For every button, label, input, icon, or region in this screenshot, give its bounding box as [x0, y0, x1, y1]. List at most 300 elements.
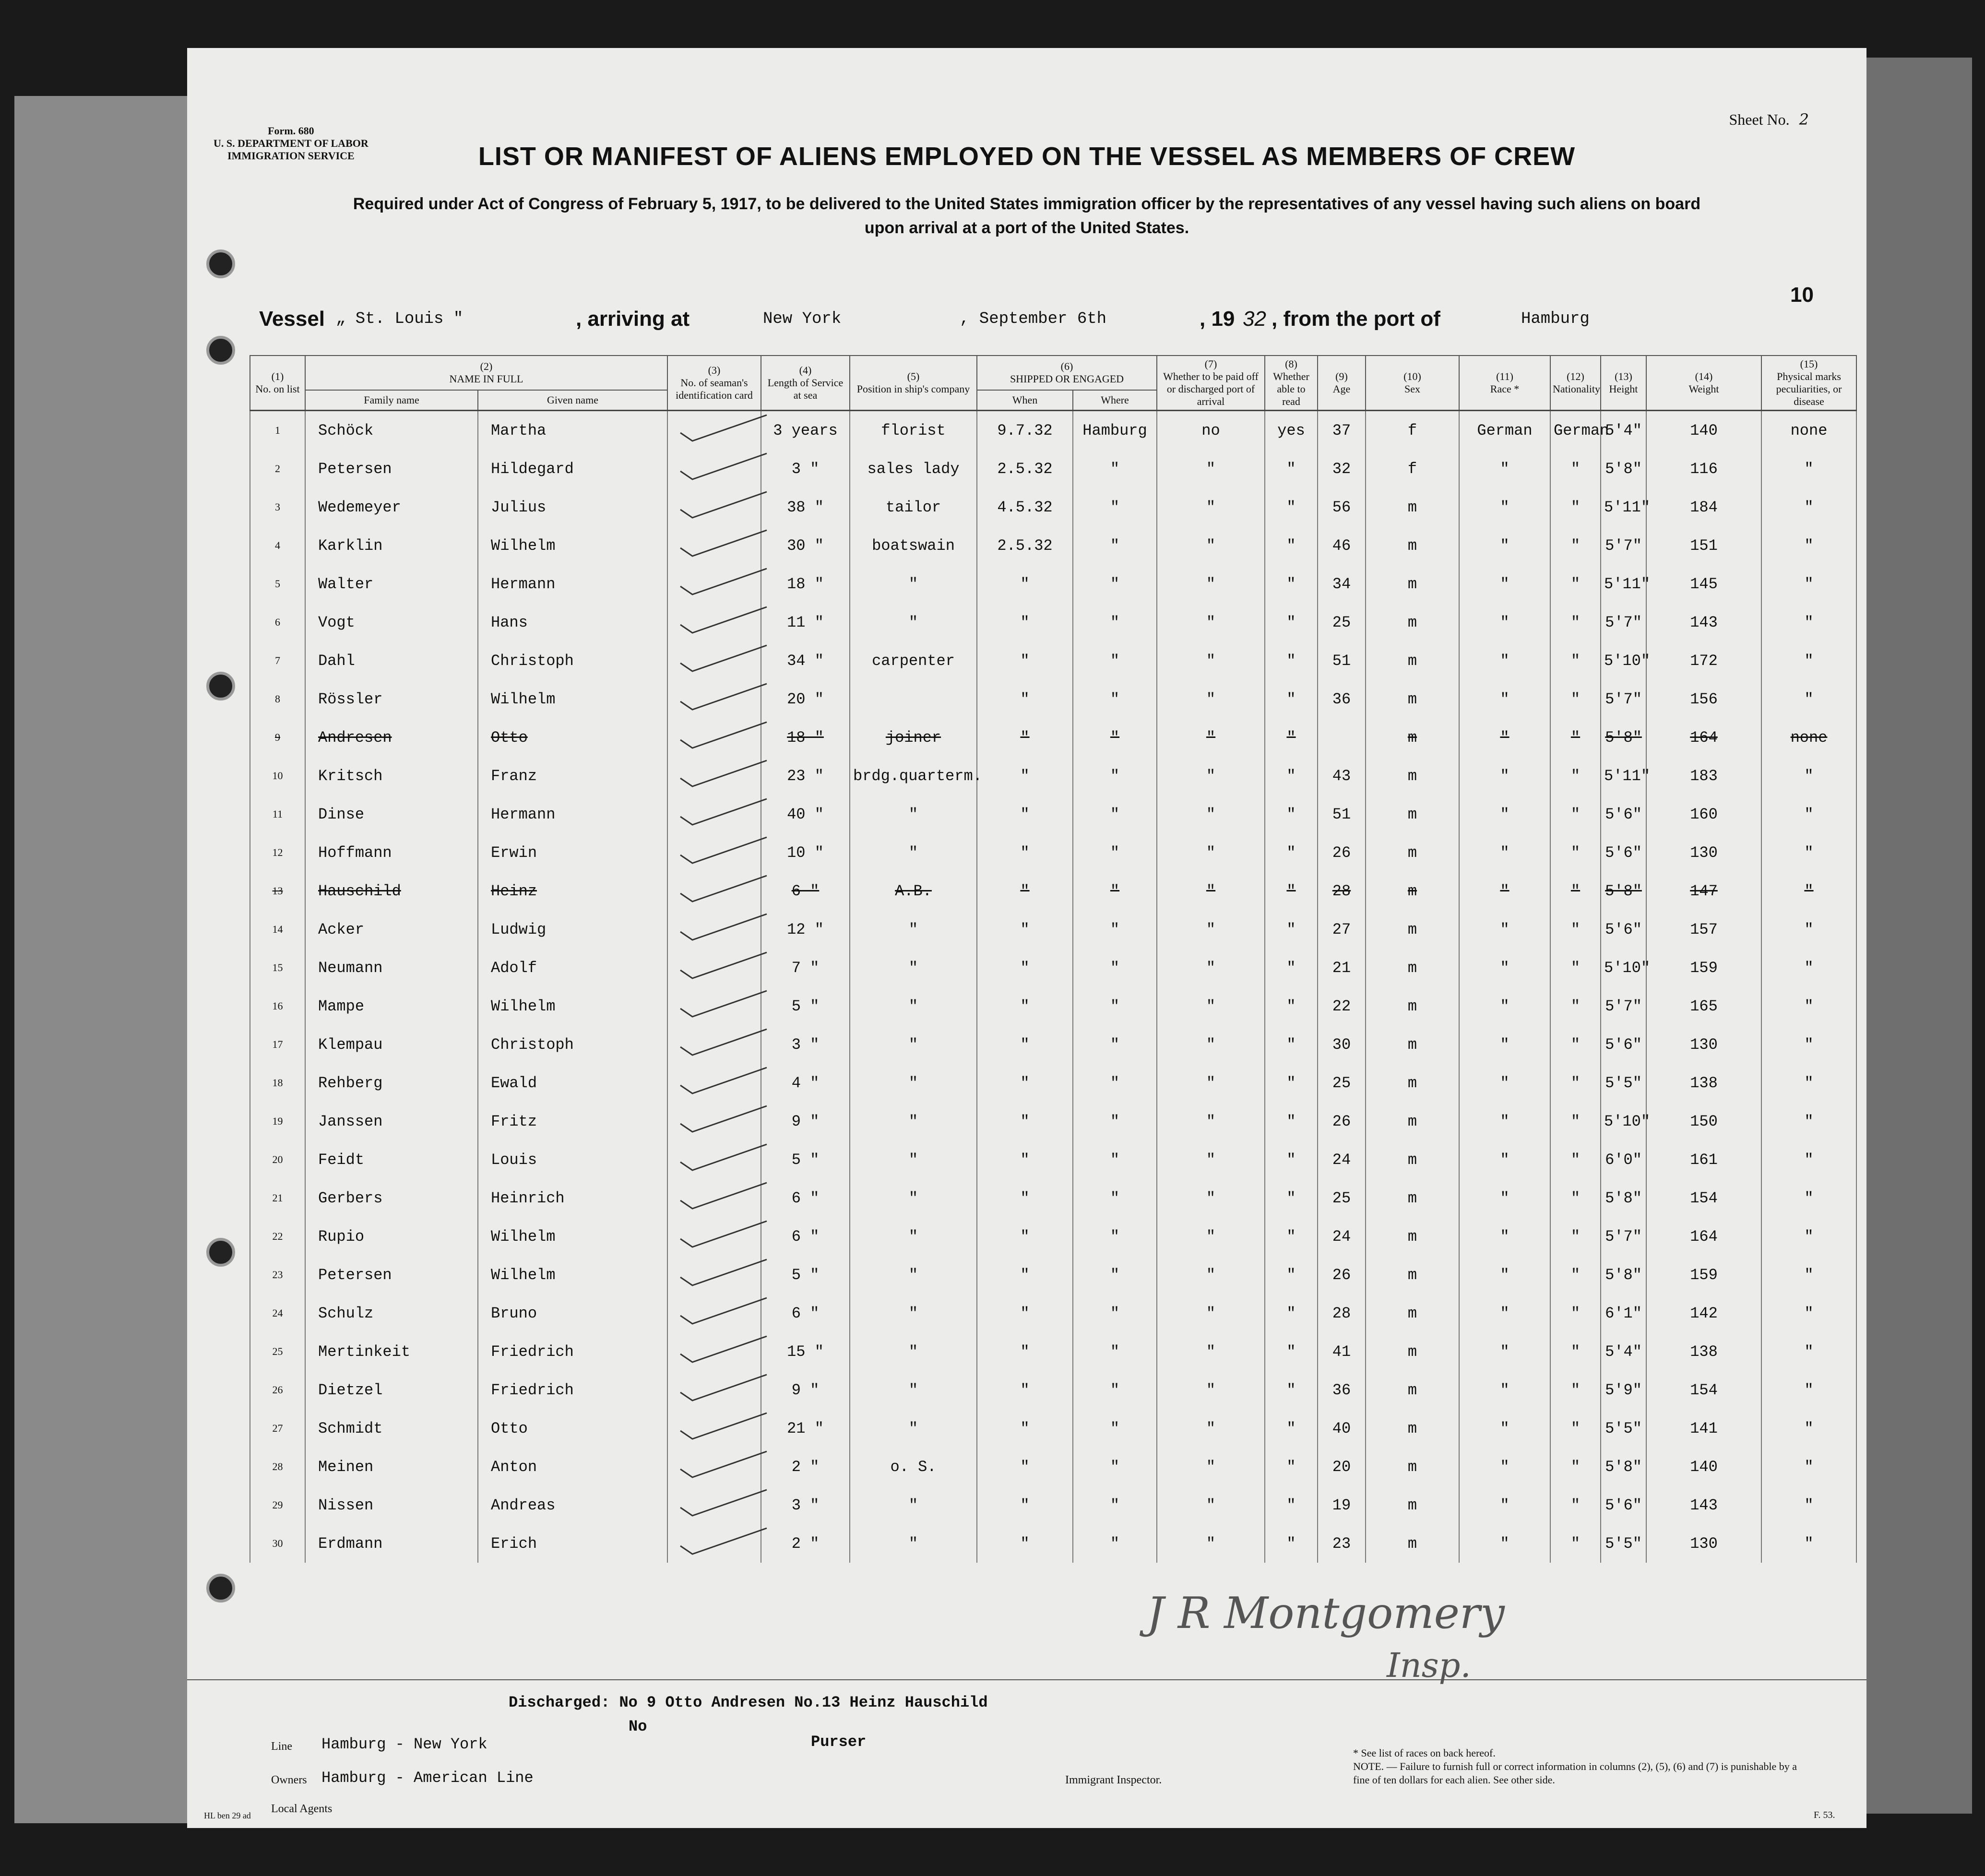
cell-age: 51 — [1318, 641, 1366, 680]
cell-given: Erwin — [478, 833, 667, 872]
cell-paid: " — [1157, 1102, 1265, 1140]
cell-race: " — [1459, 526, 1550, 565]
cell-service: 5 " — [761, 987, 850, 1025]
cell-nat: " — [1550, 526, 1601, 565]
cell-age: 51 — [1318, 795, 1366, 833]
cell-sex: m — [1366, 1179, 1459, 1217]
cell-position: florist — [850, 411, 977, 450]
cell-nat: " — [1550, 1179, 1601, 1217]
cell-when: " — [977, 1064, 1073, 1102]
cell-family: Mampe — [305, 987, 478, 1025]
cell-service: 2 " — [761, 1448, 850, 1486]
cell-sex: m — [1366, 949, 1459, 987]
cell-when: " — [977, 949, 1073, 987]
cell-age: 28 — [1318, 1294, 1366, 1332]
cell-paid: " — [1157, 1025, 1265, 1064]
cell-paid: " — [1157, 987, 1265, 1025]
cell-service: 9 " — [761, 1371, 850, 1409]
cell-race: " — [1459, 1448, 1550, 1486]
cell-service: 5 " — [761, 1256, 850, 1294]
cell-when: 2.5.32 — [977, 526, 1073, 565]
cell-read: " — [1265, 1486, 1318, 1524]
cell-service: 2 " — [761, 1524, 850, 1563]
cell-race: " — [1459, 680, 1550, 718]
document-subtitle — [259, 192, 1795, 240]
cell-id-card-check — [667, 603, 761, 641]
cell-when: " — [977, 872, 1073, 910]
cell-race: " — [1459, 718, 1550, 757]
cell-height: 5'7" — [1601, 987, 1646, 1025]
cell-sex: m — [1366, 1294, 1459, 1332]
cell-height: 5'9" — [1601, 1371, 1646, 1409]
cell-given: Heinrich — [478, 1179, 667, 1217]
cell-read: " — [1265, 1102, 1318, 1140]
cell-no: 28 — [250, 1448, 305, 1486]
checkmark-icon — [671, 1179, 776, 1212]
punch-hole — [206, 249, 235, 278]
cell-no: 4 — [250, 526, 305, 565]
cell-weight: 151 — [1646, 526, 1761, 565]
cell-age: 25 — [1318, 603, 1366, 641]
cell-family: Dietzel — [305, 1371, 478, 1409]
cell-where: " — [1073, 1371, 1157, 1409]
cell-race: " — [1459, 1102, 1550, 1140]
cell-read: " — [1265, 1409, 1318, 1448]
cell-read: " — [1265, 488, 1318, 526]
cell-age: 28 — [1318, 872, 1366, 910]
cell-paid: " — [1157, 641, 1265, 680]
cell-paid: " — [1157, 1371, 1265, 1409]
cell-weight: 143 — [1646, 603, 1761, 641]
cell-weight: 130 — [1646, 1025, 1761, 1064]
col-header-weight: (14) Weight — [1646, 356, 1761, 411]
cell-id-card-check — [667, 1332, 761, 1371]
cell-id-card-check — [667, 1371, 761, 1409]
cell-when: " — [977, 1140, 1073, 1179]
table-row — [250, 1140, 1856, 1179]
cell-marks: " — [1761, 1140, 1856, 1179]
cell-family: Petersen — [305, 1256, 478, 1294]
cell-marks: " — [1761, 680, 1856, 718]
cell-weight: 145 — [1646, 565, 1761, 603]
checkmark-icon — [671, 795, 776, 829]
cell-no: 3 — [250, 488, 305, 526]
cell-when: " — [977, 1179, 1073, 1217]
cell-family: Janssen — [305, 1102, 478, 1140]
cell-nat: " — [1550, 565, 1601, 603]
cell-height: 5'7" — [1601, 526, 1646, 565]
cell-nat: " — [1550, 603, 1601, 641]
cell-weight: 130 — [1646, 1524, 1761, 1563]
cell-where: " — [1073, 526, 1157, 565]
cell-service: 12 " — [761, 910, 850, 949]
cell-family: Rössler — [305, 680, 478, 718]
punch-hole — [206, 1238, 235, 1267]
cell-where: " — [1073, 949, 1157, 987]
cell-nat: " — [1550, 718, 1601, 757]
cell-read: " — [1265, 1448, 1318, 1486]
cell-nat: " — [1550, 757, 1601, 795]
cell-family: Schöck — [305, 411, 478, 450]
cell-nat: " — [1550, 1294, 1601, 1332]
cell-weight: 150 — [1646, 1102, 1761, 1140]
cell-given: Friedrich — [478, 1371, 667, 1409]
cell-nat: " — [1550, 1448, 1601, 1486]
cell-position: " — [850, 1294, 977, 1332]
form-code: F. 53. — [1814, 1810, 1835, 1820]
cell-age: 25 — [1318, 1064, 1366, 1102]
punch-hole — [206, 336, 235, 365]
col-header-able-read: (8) Whether able to read — [1265, 356, 1318, 411]
cell-family: Klempau — [305, 1025, 478, 1064]
cell-family: Feidt — [305, 1140, 478, 1179]
cell-no: 5 — [250, 565, 305, 603]
col-header-shipped: (6) SHIPPED OR ENGAGED — [977, 356, 1157, 390]
cell-no: 6 — [250, 603, 305, 641]
discharged-note: Discharged: No 9 Otto Andresen No.13 Heinz Hauschild — [509, 1694, 988, 1711]
cell-position: carpenter — [850, 641, 977, 680]
cell-sex: m — [1366, 1140, 1459, 1179]
cell-where: " — [1073, 1294, 1157, 1332]
penalty-note: NOTE. — Failure to furnish full or correct information in columns (2), (5), (6) and (7) is punishable by a fine of ten dollars for each alien. See other side. — [1353, 1760, 1797, 1786]
cell-marks: " — [1761, 565, 1856, 603]
cell-given: Ludwig — [478, 910, 667, 949]
cell-weight: 138 — [1646, 1332, 1761, 1371]
cell-sex: m — [1366, 757, 1459, 795]
cell-sex: m — [1366, 1409, 1459, 1448]
cell-position: " — [850, 1486, 977, 1524]
cell-family: Andresen — [305, 718, 478, 757]
cell-race: " — [1459, 949, 1550, 987]
cell-paid: " — [1157, 833, 1265, 872]
cell-when: " — [977, 680, 1073, 718]
cell-position: A.B. — [850, 872, 977, 910]
table-row — [250, 1217, 1856, 1256]
cell-nat: " — [1550, 1025, 1601, 1064]
cell-when: " — [977, 1409, 1073, 1448]
cell-no: 20 — [250, 1140, 305, 1179]
cell-nat: " — [1550, 1217, 1601, 1256]
cell-weight: 154 — [1646, 1179, 1761, 1217]
document-title: LIST OR MANIFEST OF ALIENS EMPLOYED ON THE VESSEL AS MEMBERS OF CREW — [478, 142, 1576, 171]
cell-nat: " — [1550, 450, 1601, 488]
cell-marks: " — [1761, 603, 1856, 641]
cell-height: 5'6" — [1601, 910, 1646, 949]
checkmark-icon — [671, 987, 776, 1021]
owners-label: Owners — [271, 1774, 307, 1786]
cell-nat: " — [1550, 1371, 1601, 1409]
cell-where: " — [1073, 1448, 1157, 1486]
cell-where: " — [1073, 1025, 1157, 1064]
cell-position — [850, 680, 977, 718]
cell-family: Vogt — [305, 603, 478, 641]
cell-given: Wilhelm — [478, 1256, 667, 1294]
cell-weight: 184 — [1646, 488, 1761, 526]
cell-marks: " — [1761, 1102, 1856, 1140]
cell-weight: 172 — [1646, 641, 1761, 680]
cell-race: " — [1459, 1064, 1550, 1102]
cell-service: 4 " — [761, 1064, 850, 1102]
cell-position: " — [850, 1332, 977, 1371]
cell-paid: " — [1157, 718, 1265, 757]
cell-service: 23 " — [761, 757, 850, 795]
cell-id-card-check — [667, 795, 761, 833]
cell-marks: " — [1761, 450, 1856, 488]
cell-sex: m — [1366, 641, 1459, 680]
cell-given: Wilhelm — [478, 526, 667, 565]
cell-race: " — [1459, 910, 1550, 949]
cell-paid: " — [1157, 910, 1265, 949]
print-code: HL ben 29 ad — [204, 1811, 251, 1820]
cell-race: " — [1459, 1409, 1550, 1448]
cell-height: 6'0" — [1601, 1140, 1646, 1179]
cell-read: " — [1265, 603, 1318, 641]
cell-read: " — [1265, 1256, 1318, 1294]
checkmark-icon — [671, 411, 776, 445]
cell-given: Martha — [478, 411, 667, 450]
cell-where: " — [1073, 680, 1157, 718]
cell-read: " — [1265, 1064, 1318, 1102]
cell-when: " — [977, 1371, 1073, 1409]
cell-marks: " — [1761, 1256, 1856, 1294]
cell-id-card-check — [667, 450, 761, 488]
table-row — [250, 987, 1856, 1025]
cell-marks: " — [1761, 1179, 1856, 1217]
cell-given: Andreas — [478, 1486, 667, 1524]
cell-age: 24 — [1318, 1217, 1366, 1256]
year-prefix: , 19 — [1200, 307, 1235, 331]
cell-sex: m — [1366, 1102, 1459, 1140]
cell-height: 5'6" — [1601, 1486, 1646, 1524]
cell-sex: m — [1366, 1256, 1459, 1294]
cell-height: 5'7" — [1601, 603, 1646, 641]
cell-no: 1 — [250, 411, 305, 450]
cell-id-card-check — [667, 833, 761, 872]
cell-paid: " — [1157, 1448, 1265, 1486]
col-header-nationality: (12) Nationality — [1550, 356, 1601, 411]
table-row — [250, 565, 1856, 603]
cell-nat: " — [1550, 1256, 1601, 1294]
cell-marks: " — [1761, 987, 1856, 1025]
vessel-name: „ St. Louis " — [336, 310, 464, 328]
cell-age: 26 — [1318, 1102, 1366, 1140]
cell-nat: " — [1550, 1524, 1601, 1563]
cell-family: Hauschild — [305, 872, 478, 910]
cell-no: 13 — [250, 872, 305, 910]
table-row — [250, 1332, 1856, 1371]
cell-position: " — [850, 987, 977, 1025]
cell-read: " — [1265, 1140, 1318, 1179]
cell-no: 16 — [250, 987, 305, 1025]
cell-marks: " — [1761, 641, 1856, 680]
discharged-note-line2: No — [629, 1718, 647, 1735]
cell-position: " — [850, 565, 977, 603]
cell-when: " — [977, 1448, 1073, 1486]
cell-service: 11 " — [761, 603, 850, 641]
col-header-id-card: (3) No. of seaman's identification card — [667, 356, 761, 411]
cell-sex: m — [1366, 526, 1459, 565]
col-header-when: When — [977, 390, 1073, 410]
cell-race: " — [1459, 1524, 1550, 1563]
col-header-height: (13) Height — [1601, 356, 1646, 411]
cell-given: Hermann — [478, 795, 667, 833]
table-row — [250, 680, 1856, 718]
cell-read: " — [1265, 872, 1318, 910]
cell-height: 5'8" — [1601, 1256, 1646, 1294]
cell-paid: " — [1157, 1064, 1265, 1102]
cell-paid: " — [1157, 1486, 1265, 1524]
col-header-position: (5) Position in ship's company — [850, 356, 977, 411]
cell-paid: " — [1157, 872, 1265, 910]
cell-read: " — [1265, 910, 1318, 949]
checkmark-icon — [671, 1409, 776, 1443]
cell-weight: 142 — [1646, 1294, 1761, 1332]
cell-age: 19 — [1318, 1486, 1366, 1524]
cell-paid: " — [1157, 1256, 1265, 1294]
table-row — [250, 795, 1856, 833]
table-row — [250, 949, 1856, 987]
year-suffix: 32 — [1243, 307, 1266, 331]
cell-age: 30 — [1318, 1025, 1366, 1064]
cell-paid: " — [1157, 1409, 1265, 1448]
cell-family: Mertinkeit — [305, 1332, 478, 1371]
cell-read: " — [1265, 1025, 1318, 1064]
cell-read: " — [1265, 565, 1318, 603]
checkmark-icon — [671, 450, 776, 483]
cell-read: " — [1265, 1332, 1318, 1371]
table-row — [250, 1256, 1856, 1294]
checkmark-icon — [671, 1140, 776, 1174]
cell-position: " — [850, 1409, 977, 1448]
cell-id-card-check — [667, 718, 761, 757]
cell-age: 25 — [1318, 1179, 1366, 1217]
cell-age: 21 — [1318, 949, 1366, 987]
cell-no: 25 — [250, 1332, 305, 1371]
cell-sex: m — [1366, 1371, 1459, 1409]
cell-marks: " — [1761, 1332, 1856, 1371]
col-header-marks: (15) Physical marks peculiarities, or disease — [1761, 356, 1856, 411]
table-row — [250, 872, 1856, 910]
cell-height: 5'8" — [1601, 1179, 1646, 1217]
table-row — [250, 1064, 1856, 1102]
cell-marks: " — [1761, 1064, 1856, 1102]
cell-when: " — [977, 1524, 1073, 1563]
cell-height: 5'7" — [1601, 680, 1646, 718]
cell-paid: " — [1157, 795, 1265, 833]
cell-sex: m — [1366, 833, 1459, 872]
cell-race: " — [1459, 1486, 1550, 1524]
table-row — [250, 1486, 1856, 1524]
cell-when: " — [977, 1102, 1073, 1140]
cell-where: " — [1073, 641, 1157, 680]
cell-family: Rupio — [305, 1217, 478, 1256]
checkmark-icon — [671, 1256, 776, 1289]
cell-id-card-check — [667, 949, 761, 987]
cell-weight: 140 — [1646, 1448, 1761, 1486]
cell-service: 3 " — [761, 450, 850, 488]
cell-nat: " — [1550, 680, 1601, 718]
cell-weight: 159 — [1646, 1256, 1761, 1294]
cell-age: 24 — [1318, 1140, 1366, 1179]
checkmark-icon — [671, 1524, 776, 1558]
cell-age: 26 — [1318, 1256, 1366, 1294]
local-agents-label: Local Agents — [271, 1803, 333, 1815]
cell-service: 9 " — [761, 1102, 850, 1140]
cell-where: " — [1073, 450, 1157, 488]
checkmark-icon — [671, 1371, 776, 1404]
cell-sex: m — [1366, 718, 1459, 757]
checkmark-icon — [671, 603, 776, 637]
cell-height: 5'4" — [1601, 1332, 1646, 1371]
cell-position: " — [850, 603, 977, 641]
table-row — [250, 1179, 1856, 1217]
cell-where: " — [1073, 565, 1157, 603]
cell-race: " — [1459, 1256, 1550, 1294]
cell-nat: German — [1550, 411, 1601, 450]
cell-where: Hamburg — [1073, 411, 1157, 450]
cell-position: brdg.quarterm. — [850, 757, 977, 795]
cell-family: Dinse — [305, 795, 478, 833]
cell-age: 40 — [1318, 1409, 1366, 1448]
cell-paid: " — [1157, 1217, 1265, 1256]
cell-no: 2 — [250, 450, 305, 488]
cell-position: " — [850, 1064, 977, 1102]
checkmark-icon — [671, 1294, 776, 1328]
cell-family: Erdmann — [305, 1524, 478, 1563]
checkmark-icon — [671, 1217, 776, 1251]
subtitle-line-1: Required under Act of Congress of February 5, 1917, to be delivered to the United States immigration officer by the representatives of any vessel having such aliens on board — [353, 195, 1701, 213]
cell-id-card-check — [667, 1217, 761, 1256]
cell-position: " — [850, 795, 977, 833]
cell-marks: " — [1761, 1371, 1856, 1409]
cell-read: " — [1265, 1371, 1318, 1409]
cell-id-card-check — [667, 1025, 761, 1064]
col-header-age: (9) Age — [1318, 356, 1366, 411]
cell-service: 6 " — [761, 1294, 850, 1332]
cell-nat: " — [1550, 641, 1601, 680]
cell-position: o. S. — [850, 1448, 977, 1486]
cell-age: 27 — [1318, 910, 1366, 949]
cell-sex: m — [1366, 1064, 1459, 1102]
cell-family: Dahl — [305, 641, 478, 680]
cell-age: 41 — [1318, 1332, 1366, 1371]
cell-paid: " — [1157, 450, 1265, 488]
cell-weight: 159 — [1646, 949, 1761, 987]
table-row — [250, 757, 1856, 795]
cell-read: " — [1265, 987, 1318, 1025]
checkmark-icon — [671, 1025, 776, 1059]
cell-when: " — [977, 1217, 1073, 1256]
cell-where: " — [1073, 718, 1157, 757]
cell-nat: " — [1550, 1102, 1601, 1140]
table-row — [250, 1102, 1856, 1140]
cell-height: 5'11" — [1601, 565, 1646, 603]
cell-paid: " — [1157, 757, 1265, 795]
cell-service: 38 " — [761, 488, 850, 526]
cell-where: " — [1073, 795, 1157, 833]
cell-height: 5'8" — [1601, 1448, 1646, 1486]
cell-marks: " — [1761, 1486, 1856, 1524]
cell-marks: " — [1761, 795, 1856, 833]
cell-id-card-check — [667, 910, 761, 949]
cell-id-card-check — [667, 1256, 761, 1294]
cell-marks: " — [1761, 1025, 1856, 1064]
line-value: Hamburg - New York — [321, 1735, 487, 1753]
table-row — [250, 641, 1856, 680]
cell-position: " — [850, 1217, 977, 1256]
cell-sex: m — [1366, 1448, 1459, 1486]
cell-race: " — [1459, 795, 1550, 833]
